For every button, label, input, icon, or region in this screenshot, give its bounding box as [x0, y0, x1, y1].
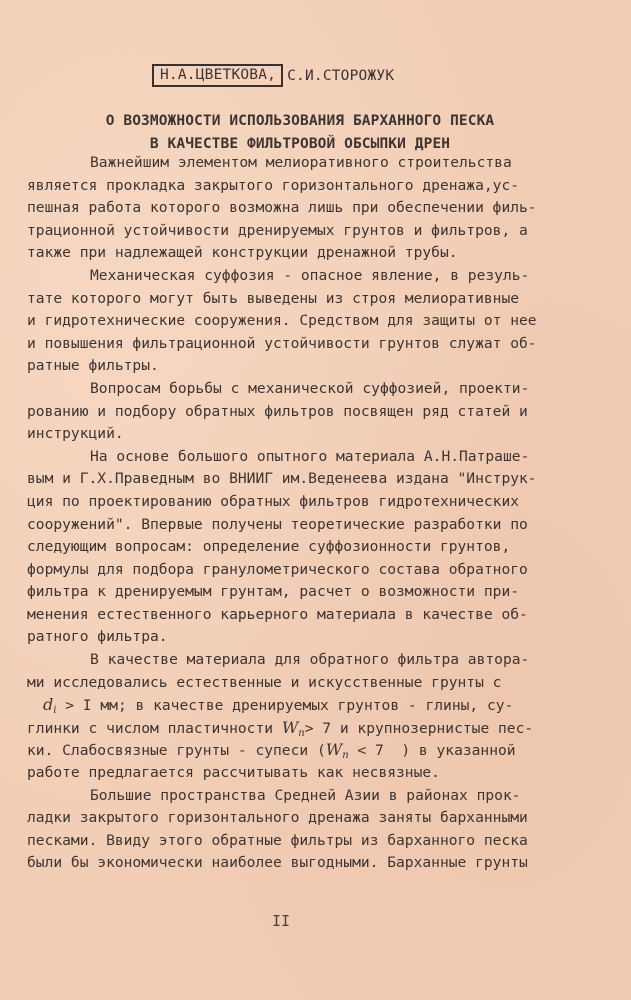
paragraph-6-line-1: Большие пространства Средней Азии в районах прок- — [90, 786, 521, 804]
paragraph-4-line-1: На основе большого опытного материала А.Н.Патраше- — [90, 447, 530, 465]
d-symbol: $d_i$ — [43, 695, 57, 717]
paragraph-1-line-1: Важнейшим элементом мелиоративного строительства — [90, 154, 512, 171]
paragraph-4-line-2: вым и Г.Х.Праведным во ВНИИГ им.Веденеева издана "Инструк- — [27, 470, 537, 488]
paragraph-1-line-4: трационной устойчивости дренируемых грунтов и фильтров, а — [27, 221, 528, 239]
paragraph-2-line-5: ратные фильтры. — [27, 357, 159, 375]
paragraph-1-line-2: является прокладка закрытого горизонтального дренажа,ус- — [27, 176, 520, 194]
paragraph-3-line-3: инструкций. — [27, 425, 124, 443]
paragraph-4-line-4: сооружений". Впервые получены теоретические разработки по — [27, 515, 528, 533]
w-symbol-2: $W_п$ — [325, 740, 349, 762]
paragraph-4-line-3: ция по проектированию обратных фильтров гидротехнических — [27, 492, 520, 510]
w-symbol: $W_п$ — [281, 717, 305, 739]
paragraph-5-line-5: ки. Слабосвязные грунты - супеси ($W_п < 7$ ) в указанной — [27, 740, 516, 762]
paragraph-4-line-9: ратного фильтра. — [27, 628, 168, 646]
paragraph-1-line-3: пешная работа которого возможна лишь при обеспечении филь- — [27, 199, 537, 217]
paragraph-4-line-7: фильтра к дренируемым грунтам, расчет о возможности при- — [27, 583, 520, 601]
author-2: С.И.СТОРОЖУК — [287, 67, 395, 84]
author-1-boxed: Н.А.ЦВЕТКОВА, — [152, 64, 283, 87]
title-line-1: О ВОЗМОЖНОСТИ ИСПОЛЬЗОВАНИЯ БАРХАННОГО ПЕСКА — [105, 113, 495, 129]
paragraph-5-line-2: ми исследовались естественные и искусственные грунты с — [27, 673, 502, 691]
paragraph-2-line-2: тате которого могут быть выведены из строя мелиоративные — [27, 289, 520, 307]
article-title — [60, 110, 540, 156]
page-number: II — [272, 912, 291, 930]
paragraph-6-line-3: песками. Ввиду этого обратные фильтры из барханного песка — [27, 831, 528, 849]
paragraph-2-line-4: и повышения фильтрационной устойчивости грунтов служат об- — [27, 334, 537, 352]
paragraph-6-line-2: ладки закрытого горизонтального дренажа заняты барханными — [27, 809, 528, 827]
authors-line — [152, 64, 394, 87]
paragraph-1-line-5: также при надлежащей конструкции дренажной трубы. — [27, 244, 458, 262]
paragraph-5-line-4: глинки с числом пластичности $W_п> 7$ и крупнозернистые пес- — [27, 717, 534, 739]
title-line-2: В КАЧЕСТВЕ ФИЛЬТРОВОЙ ОБСЫПКИ ДРЕН — [149, 136, 451, 152]
paragraph-3-line-2: рованию и подбору обратных фильтров посвящен ряд статей и — [27, 402, 528, 420]
paragraph-6-line-4: были бы экономически наиболее выгодными. Барханные грунты — [27, 854, 528, 872]
paragraph-4-line-8: менения естественного карьерного материала в качестве об- — [27, 605, 528, 623]
paragraph-5-line-3: $d_i > I$ мм; в качестве дренируемых грунтов - глины, су- — [27, 694, 607, 717]
paragraph-5-line-1: В качестве материала для обратного фильтра автора- — [90, 651, 530, 669]
paragraph-5-line-6: работе предлагается рассчитывать как несвязные. — [27, 764, 440, 782]
paragraph-4-line-6: формулы для подбора гранулометрического состава обратного — [27, 560, 528, 578]
paragraph-3-line-1: Вопросам борьбы с механической суффозией, проекти- — [90, 379, 530, 397]
paragraph-2-line-1: Механическая суффозия - опасное явление, в резуль- — [90, 266, 530, 284]
article-body — [27, 152, 607, 875]
paragraph-4-line-5: следующим вопросам: определение суффозионности грунтов, — [27, 538, 511, 556]
paragraph-2-line-3: и гидротехнические сооружения. Средством для защиты от нее — [27, 312, 537, 330]
